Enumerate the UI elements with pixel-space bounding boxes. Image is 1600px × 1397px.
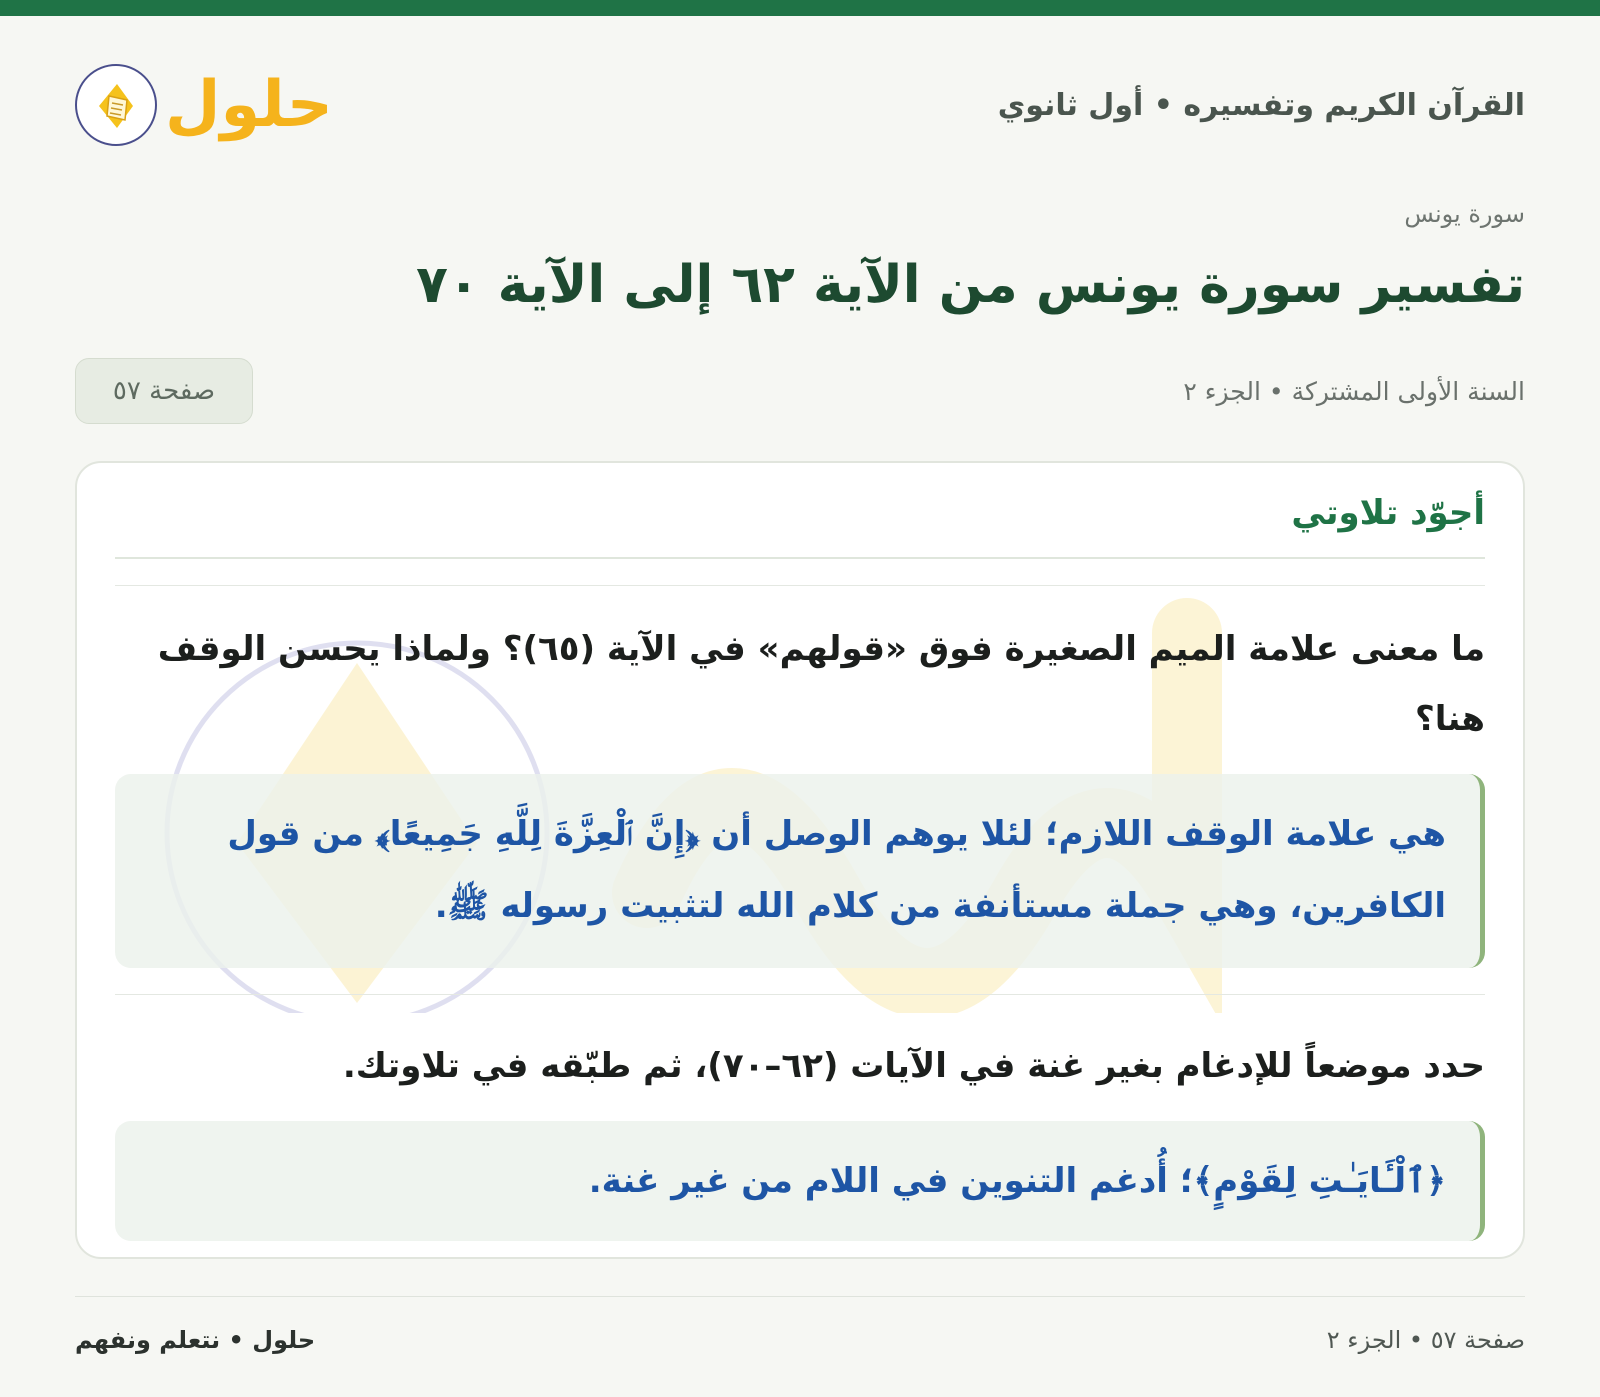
divider <box>115 585 1485 586</box>
divider <box>115 994 1485 995</box>
top-accent-strip <box>0 0 1600 16</box>
surah-label: سورة يونس <box>1404 200 1525 228</box>
brand-logo[interactable] <box>75 64 333 146</box>
answer-1: هي علامة الوقف اللازم؛ لئلا يوهم الوصل أن ﴿إِنَّ ٱلْعِزَّةَ لِلَّهِ جَمِيعًا﴾ من قول الكافرين، وهي جملة مستأنفة من كلام الله لتثبيت رسوله ﷺ. <box>115 774 1485 968</box>
footer-page-info: صفحة ٥٧ • الجزء ٢ <box>1326 1326 1525 1354</box>
book-icon <box>75 64 157 146</box>
lesson-meta: السنة الأولى المشتركة • الجزء ٢ <box>1183 376 1525 406</box>
answer-2: ﴿ٱلْـَٔايَـٰتِ لِقَوْمٍ﴾؛ أُدغم التنوين في اللام من غير غنة. <box>115 1121 1485 1241</box>
page-footer <box>75 1320 1525 1360</box>
question-2: حدد موضعاً للإدغام بغير غنة في الآيات (٦٢–٧٠)، ثم طبّقه في تلاوتك. <box>342 1046 1485 1086</box>
brand-wordmark: حلول <box>165 68 333 142</box>
page-header <box>75 50 1525 160</box>
lesson-title: تفسير سورة يونس من الآية ٦٢ إلى الآية ٧٠ <box>416 255 1525 315</box>
page-badge: صفحة ٥٧ <box>75 358 253 424</box>
subject-grade-line: القرآن الكريم وتفسيره • أول ثانوي <box>997 87 1525 123</box>
section-heading: أجوّد تلاوتي <box>115 493 1485 559</box>
question-1: ما معنى علامة الميم الصغيرة فوق «قولهم» في الآية (٦٥)؟ ولماذا يحسن الوقف هنا؟ <box>157 629 1485 739</box>
footer-divider <box>75 1296 1525 1297</box>
footer-brand: حلول • نتعلم ونفهم <box>75 1326 316 1354</box>
lesson-meta-row <box>75 358 1525 424</box>
exercise-card <box>75 461 1525 1259</box>
